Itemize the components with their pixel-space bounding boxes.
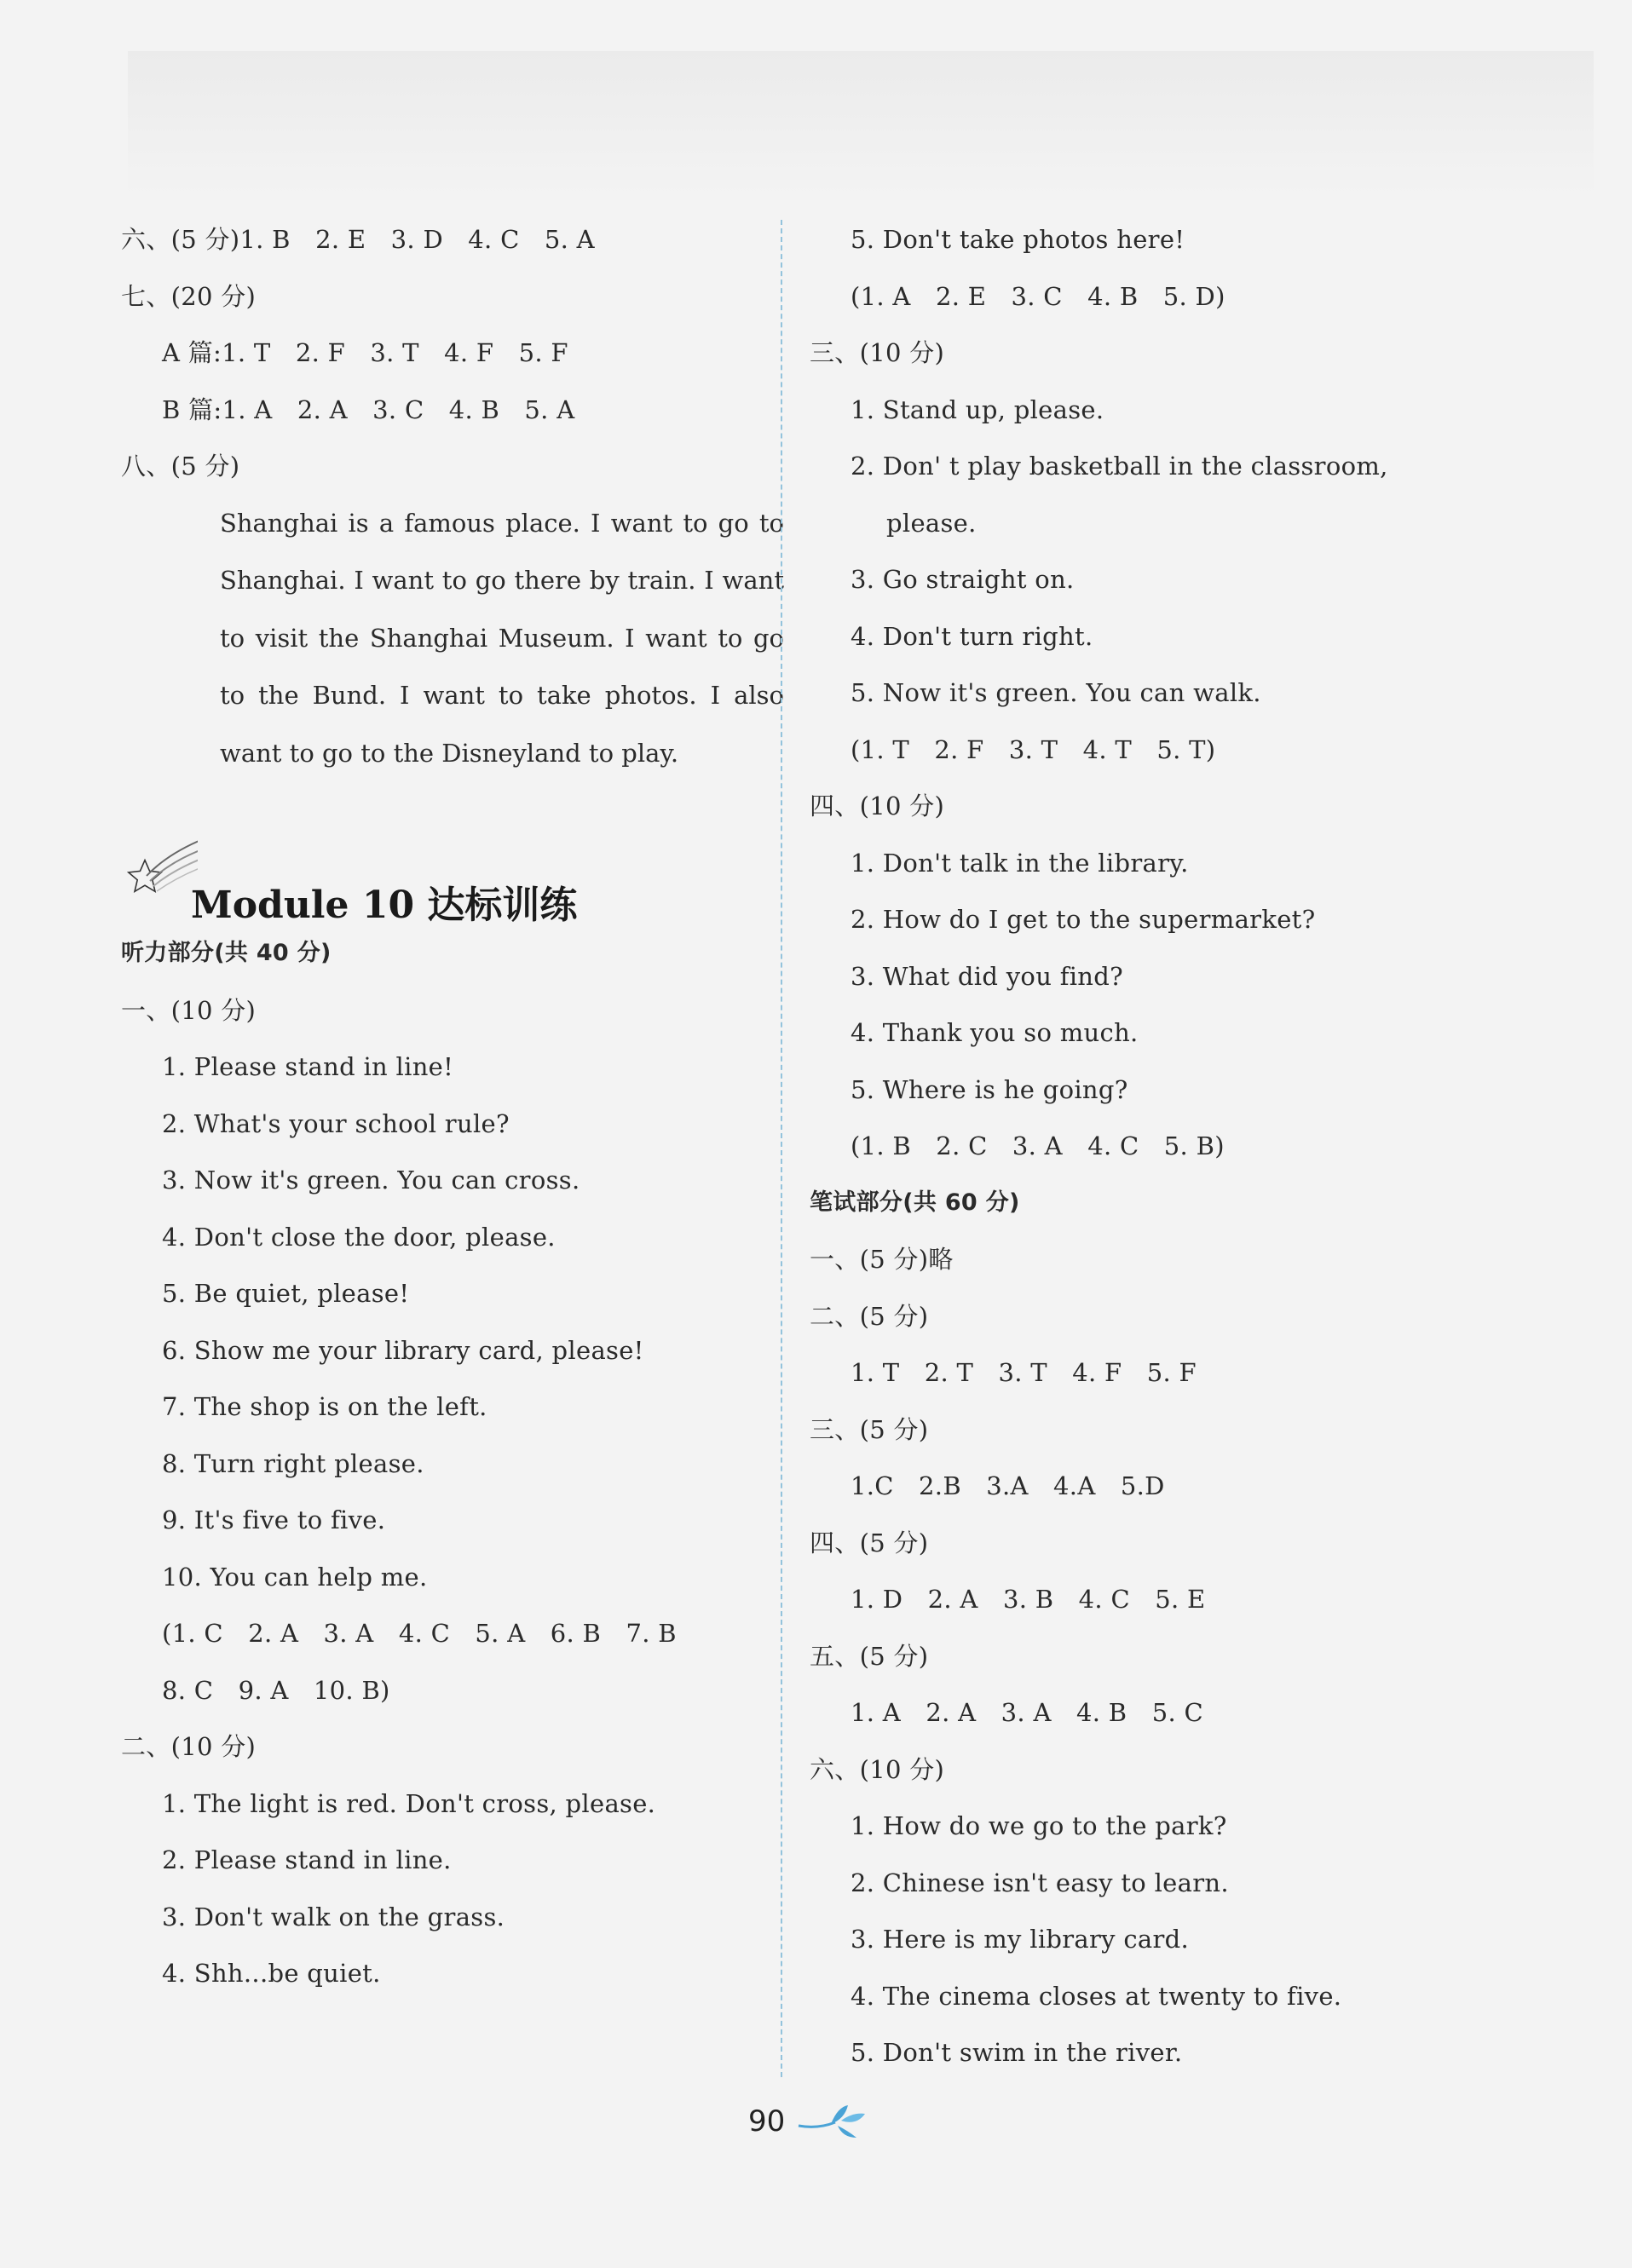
right-line: 4. Thank you so much. xyxy=(851,1018,1139,1047)
right-line: please. xyxy=(886,508,977,538)
right-line: 五、(5 分) xyxy=(810,1641,929,1671)
left-bottom-line: 6. Show me your library card, please! xyxy=(162,1335,644,1365)
module-title: Module 10 达标训练 xyxy=(191,884,578,927)
right-line: 1. How do we go to the park? xyxy=(851,1811,1227,1840)
right-line: 2. How do I get to the supermarket? xyxy=(851,905,1316,934)
right-line: 1. T 2. T 3. T 4. F 5. F xyxy=(851,1358,1197,1387)
right-line: 四、(10 分) xyxy=(810,791,945,820)
right-line: 5. Where is he going? xyxy=(851,1074,1128,1104)
right-column xyxy=(810,211,1491,2081)
left-bottom-line: 7. The shop is on the left. xyxy=(162,1392,487,1421)
left-column xyxy=(121,211,784,2002)
left-bottom-line: 一、(10 分) xyxy=(121,995,257,1025)
left-top-line: 六、(5 分)1. B 2. E 3. D 4. C 5. A xyxy=(121,225,595,254)
left-bottom-line: 听力部分(共 40 分) xyxy=(121,940,332,966)
right-line: 3. Here is my library card. xyxy=(851,1925,1190,1954)
right-line: 4. Don't turn right. xyxy=(851,621,1093,651)
left-top-line: A 篇:1. T 2. F 3. T 4. F 5. F xyxy=(162,338,568,367)
right-line: 二、(5 分) xyxy=(810,1301,929,1331)
right-line: 3. What did you find? xyxy=(851,961,1123,991)
left-bottom-line: 9. It's five to five. xyxy=(162,1505,386,1534)
left-bottom-line: 2. Please stand in line. xyxy=(162,1845,452,1874)
left-top-line: 七、(20 分) xyxy=(121,281,257,311)
left-bottom-line: 8. C 9. A 10. B) xyxy=(162,1675,390,1705)
right-line: 四、(5 分) xyxy=(810,1528,929,1557)
page-number: 90 xyxy=(748,2104,786,2138)
right-line: 3. Go straight on. xyxy=(851,565,1075,594)
leaf-ornament-icon xyxy=(797,2100,874,2143)
right-line: 1. Stand up, please. xyxy=(851,394,1104,424)
right-line: 一、(5 分)略 xyxy=(810,1245,954,1274)
paragraph-text: Shanghai is a famous place. I want to go to Shanghai. I want to go there by train. I want to visit the Shanghai Museum. I want to go to the Bund. I want to take photos. I also want to go to the Disneyland to play. xyxy=(220,508,784,768)
left-bottom-line: 2. What's your school rule? xyxy=(162,1108,510,1138)
left-bottom-line: 3. Don't walk on the grass. xyxy=(162,1902,505,1931)
right-line: 4. The cinema closes at twenty to five. xyxy=(851,1981,1342,2011)
right-line: 1. Don't talk in the library. xyxy=(851,848,1189,878)
left-bottom-line: 1. The light is red. Don't cross, please. xyxy=(162,1788,656,1818)
right-line: 2. Chinese isn't easy to learn. xyxy=(851,1868,1229,1897)
right-line: 六、(10 分) xyxy=(810,1754,945,1784)
right-line: 2. Don' t play basketball in the classroom, xyxy=(851,452,1388,481)
left-bottom-line: 10. You can help me. xyxy=(162,1562,428,1592)
right-line: 三、(10 分) xyxy=(810,338,945,367)
left-top-line: 八、(5 分) xyxy=(121,452,240,481)
left-bottom-line: 4. Shh...be quiet. xyxy=(162,1959,381,1988)
right-line: 1. D 2. A 3. B 4. C 5. E xyxy=(851,1585,1206,1614)
left-bottom-line: 8. Turn right please. xyxy=(162,1448,424,1478)
column-divider xyxy=(781,220,782,2077)
left-bottom-line: (1. C 2. A 3. A 4. C 5. A 6. B 7. B xyxy=(162,1619,677,1648)
right-line: (1. A 2. E 3. C 4. B 5. D) xyxy=(851,281,1225,311)
module-heading xyxy=(121,823,769,925)
left-bottom-line: 5. Be quiet, please! xyxy=(162,1279,410,1308)
left-bottom-line: 3. Now it's green. You can cross. xyxy=(162,1166,580,1194)
writing-sample-paragraph xyxy=(121,495,784,783)
right-line: 5. Don't take photos here! xyxy=(851,225,1185,254)
left-bottom-block xyxy=(121,925,769,2002)
left-top-block xyxy=(121,211,769,495)
right-line: 三、(5 分) xyxy=(810,1414,929,1444)
right-line: 5. Now it's green. You can walk. xyxy=(851,678,1261,707)
right-line: 1. A 2. A 3. A 4. B 5. C xyxy=(851,1698,1203,1727)
shooting-star-icon xyxy=(121,823,198,917)
right-line: (1. T 2. F 3. T 4. T 5. T) xyxy=(851,734,1216,764)
right-line: (1. B 2. C 3. A 4. C 5. B) xyxy=(851,1131,1225,1160)
left-bottom-line: 4. Don't close the door, please. xyxy=(162,1222,556,1252)
left-bottom-line: 1. Please stand in line! xyxy=(162,1052,454,1081)
scan-shading xyxy=(128,51,1594,196)
left-bottom-line: 二、(10 分) xyxy=(121,1732,257,1761)
right-lines-block xyxy=(810,211,1491,2081)
right-line: 5. Don't swim in the river. xyxy=(851,2038,1183,2067)
left-top-line: B 篇:1. A 2. A 3. C 4. B 5. A xyxy=(162,394,575,424)
right-line: 笔试部分(共 60 分) xyxy=(810,1189,1020,1216)
right-line: 1.C 2.B 3.A 4.A 5.D xyxy=(851,1471,1165,1500)
